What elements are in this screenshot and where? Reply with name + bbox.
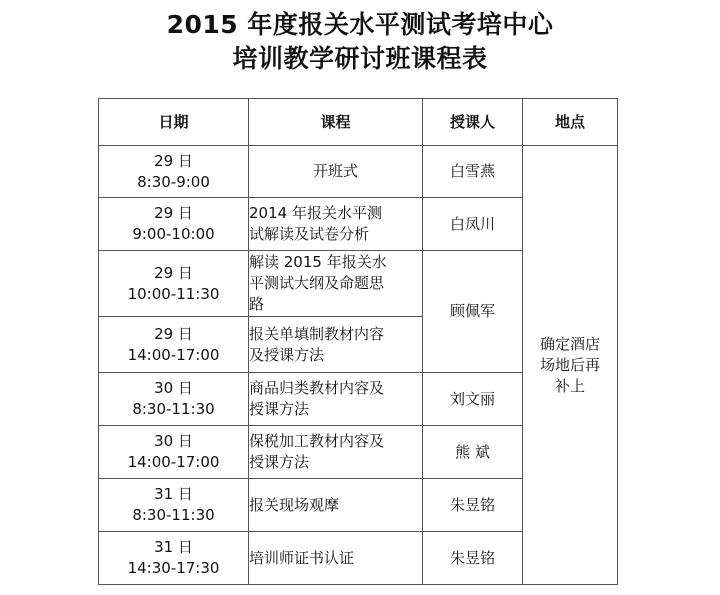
- date-time: 14:30-17:30: [127, 559, 220, 577]
- date-time: 9:00-10:00: [132, 225, 215, 243]
- title-block: [0, 8, 720, 76]
- date-time: 8:30-11:30: [132, 400, 215, 418]
- date-time: 10:00-11:30: [127, 284, 220, 303]
- header-teacher: 授课人: [423, 99, 523, 146]
- date-time: 8:30-9:00: [137, 172, 210, 191]
- date-day: 29 日: [154, 151, 193, 170]
- date-day: 31 日: [154, 538, 193, 556]
- date-cell: [99, 373, 249, 426]
- course-cell: [249, 532, 423, 585]
- location-cell: [523, 146, 618, 585]
- course-cell: [249, 317, 423, 373]
- teacher-cell: 朱昱铭: [423, 479, 523, 532]
- course-line: 2014 年报关水平测: [249, 204, 382, 222]
- header-location: 地点: [523, 99, 618, 146]
- date-cell: [99, 146, 249, 198]
- course-line: 解读 2015 年报关水: [249, 253, 387, 271]
- course-line: 路: [249, 295, 265, 313]
- course-line: 培训师证书认证: [249, 548, 355, 567]
- teacher-cell: 熊 斌: [423, 426, 523, 479]
- header-date: 日期: [99, 99, 249, 146]
- title-line-1: 2015 年度报关水平测试考培中心: [166, 10, 554, 39]
- location-line: 确定酒店: [539, 334, 600, 353]
- date-day: 29 日: [154, 204, 193, 222]
- location-line: 补上: [554, 376, 585, 395]
- teacher-cell: 朱昱铭: [423, 532, 523, 585]
- date-time: 8:30-11:30: [132, 506, 215, 524]
- date-day: 29 日: [154, 324, 193, 343]
- teacher-cell: 顾佩军: [423, 251, 523, 373]
- course-line: 报关单填制教材内容: [249, 324, 385, 343]
- course-line: 及授课方法: [249, 345, 325, 364]
- date-cell: [99, 532, 249, 585]
- date-time: 14:00-17:00: [127, 453, 220, 471]
- course-cell: [249, 373, 423, 426]
- course-line: 报关现场观摩: [249, 495, 340, 514]
- date-day: 30 日: [154, 432, 193, 450]
- date-cell: [99, 251, 249, 317]
- course-cell: [249, 426, 423, 479]
- header-row: [99, 99, 618, 146]
- course-line: 授课方法: [249, 453, 310, 471]
- course-line: 授课方法: [249, 400, 310, 418]
- course-cell: [249, 251, 423, 317]
- date-cell: [99, 479, 249, 532]
- table-row: [99, 146, 618, 198]
- course-cell: [249, 198, 423, 251]
- course-line: 保税加工教材内容及: [249, 432, 385, 450]
- course-cell: [249, 146, 423, 198]
- course-line: 商品归类教材内容及: [249, 379, 385, 397]
- header-course: 课程: [249, 99, 423, 146]
- course-line: 平测试大纲及命题思: [249, 274, 385, 292]
- teacher-cell: 白雪燕: [423, 146, 523, 198]
- date-day: 30 日: [154, 379, 193, 397]
- date-cell: [99, 426, 249, 479]
- date-day: 31 日: [154, 485, 193, 503]
- date-cell: [99, 198, 249, 251]
- course-line: 试解读及试卷分析: [249, 225, 370, 243]
- date-cell: [99, 317, 249, 373]
- teacher-cell: 白凤川: [423, 198, 523, 251]
- date-time: 14:00-17:00: [127, 345, 220, 364]
- location-line: 场地后再: [539, 355, 600, 374]
- schedule-table: [98, 98, 618, 585]
- title-line-2: 培训教学研讨班课程表: [232, 44, 488, 73]
- course-cell: [249, 479, 423, 532]
- course-line: 开班式: [312, 162, 358, 180]
- date-day: 29 日: [154, 263, 193, 282]
- teacher-cell: 刘文丽: [423, 373, 523, 426]
